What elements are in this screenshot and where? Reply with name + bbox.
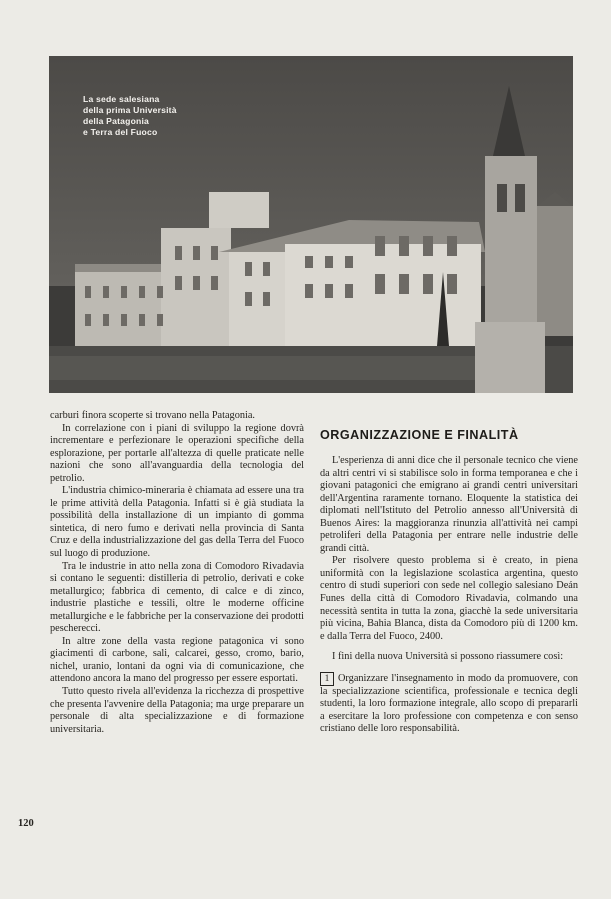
paragraph: Tutto questo rivela all'evidenza la ricchezza di prospettive che presenta l'avvenire della Patagonia; ma urge preparare un personale di alta specializzazione e di formazione universitaria. [50, 686, 304, 735]
paragraph: Per risolvere questo problema si è creato, in piena uniformità con la legislazione scolastica argentina, questo centro di studi superiori con sede nel collegio salesiano Deán Funes della città di Comodoro Rivadavia, colmando una necessità sentita in tutta la zona, giacchè la sede universitaria più vicina, Bahia Blanca, dista da Comodoro più di 1200 km. e dalla Terra del Fuoco, 2400. [320, 555, 578, 642]
paragraph: In altre zone della vasta regione patagonica vi sono giacimenti di carbone, sali, calcarei, gesso, cromo, bario, nichel, uranio, lontani da ogni via di comunicazione, che attendono ancora la mano del progresso per essere esportati. [50, 635, 304, 685]
paragraph: L'industria chimico-mineraria è chiamata ad essere una tra le prime attività della Patagonia. Infatti si è già studiata la possibilità della installazione di un impianto di gomma sintetica, di nero fumo e derivati nella provincia di Santa Cruz e della industrializzazione del gas della Terra del Fuoco sul luogo di produzione. [50, 485, 304, 560]
paragraph: Tra le industrie in atto nella zona di Comodoro Rivadavia si contano le seguenti: distilleria di petrolio, derivati e coke metallurgico; fabbrica di cemento, di calce e di zinco, industrie plastiche e tessili, oltre le moderne officine metallurgiche e le fabbriche per la conservazione dei prodotti pescherecci. [50, 560, 304, 635]
caption-line: della prima Università [83, 105, 177, 115]
paragraph: carburi finora scoperte si trovano nella Patagonia. [50, 410, 256, 421]
right-column [320, 455, 578, 736]
left-column [50, 410, 304, 736]
caption-line: La sede salesiana [83, 94, 160, 104]
photo-caption [83, 94, 177, 138]
university-photo [49, 56, 573, 393]
paragraph: I fini della nuova Università si possono riassumere così: [332, 651, 564, 663]
paragraph: In correlazione con i piani di sviluppo la regione dovrà incrementare e perfezionare le operazioni specifiche della esplorazione, per portarle all'altezza di quelle praticate nelle nazioni che sono all'avanguardia della tecnologia del petrolio. [50, 422, 304, 484]
item-text: Organizzare l'insegnamento in modo da promuovere, con la specializzazione scientifica, professionale e tecnica degli studenti, la loro formazione integrale, allo scopo di prepararli a esercitare la loro professione con competenza e con senso cristiano delle loro responsabilità. [320, 672, 578, 735]
section-heading: ORGANIZZAZIONE E FINALITÀ [320, 428, 519, 442]
caption-line: della Patagonia [83, 116, 150, 126]
page-number: 120 [18, 818, 34, 829]
list-item [320, 672, 578, 736]
paragraph: L'esperienza di anni dice che il personale tecnico che viene da altri centri vi si stabilisce solo in forma temporanea e che i giovani patagonici che emigrano ai grandi centri universitari dell'Argentina raramente tornano. Eloquente la statistica dei diplomati nell'Istituto del Petrolio annesso all'Università di Buenos Aires: la maggioranza rinunzia all'attività nei campi petroliferi della Patagonia per entrare nelle industrie delle grandi città. [320, 455, 578, 554]
caption-line: e Terra del Fuoco [83, 127, 158, 137]
item-number-box: 1 [320, 672, 334, 686]
